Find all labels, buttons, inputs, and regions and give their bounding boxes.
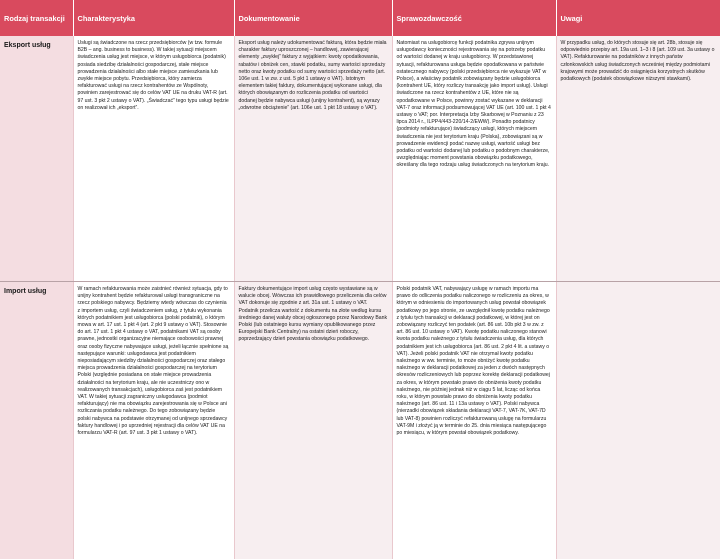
table-header-row [0, 0, 720, 36]
cell-characteristics: W ramach refakturowania może zaistnieć również sytuacja, gdy to unijny kontrahent będzie refakturował usługi transgraniczne na rzecz polskiego nabywcy. Będziemy wtedy wówczas do czynienia z importem usług, czyli świadczeniem usług, z tytułu wykonania których podatnikiem jest usługobiorca (polski podatnik), o którym mowa w art. 17 ust. 1 pkt 4 (art. 2 pkt 9 ustawy o VAT). Stosownie do art. 17 ust. 1 pkt 4 ustawy o VAT, podatnikami VAT są osoby prawne, jednostki organizacyjne niemające osobowości prawnej oraz osoby fizyczne nabywające usługi, jeżeli łącznie spełnione są następujące warunki: usługodawca jest podatnikiem nieposiadającym siedziby działalności gospodarczej oraz stałego miejsca prowadzenia działalności gospodarczej na terytorium Polski (względnie posiadana on stałe miejsce prowadzenia działalności na terytorium kraju, ale nie uczestniczy ono w realizowanych transakcjach), usługobiorca zaś jest podatnikiem VAT. W takiej sytuacji zagraniczny usługodawca (podmiot refakturujący) nie ma obowiązku zarejestrowania się w Polsce ani rozliczania podatku należnego. Do tego zobowiązany będzie polski nabywca na podstawie otrzymanej od unijnego sprzedawcy faktury handlowej i po uprzedniej rejestracji dla celów VAT UE na formularzu VAT-R (art. 97 ust. 3 pkt 1 ustawy o VAT). [73, 282, 234, 559]
table-row [0, 282, 720, 559]
header-documentation: Dokumentowanie [234, 0, 392, 36]
cell-documentation: Eksport usług należy udokumentować fakturą, która będzie miała charakter faktury uproszczonej – handlowej, zawierającej elementy „zwykłej” faktury z wyjątkiem: kwoty opodatkowania, rabatów i obniżek cen, stawki podatku, sumy wartości sprzedaży netto oraz kwoty podatku od sumy wartości sprzedaży netto (art. 106e ust. 1 w zw. z ust. 5 pkt 1 ustawy o VAT). Istotnym elementem takiej faktury, dokumentującej wykonane usługi, dla których obowiązanym do rozliczenia podatku od wartości dodanej będzie nabywca usługi (unijny kontrahent), są wyrazy „odwrotne obciążenie” (art. 106e ust. 1 pkt 18 ustawy o VAT). [234, 36, 392, 282]
cell-characteristics: Usługi są świadczone na rzecz przedsiębiorców (w tzw. formule B2B – ang. business to business). W takiej sytuacji miejscem świadczenia usług jest miejsce, w którym usługobiorca (podatnik) posiada siedzibę działalności gospodarczej, stałe miejsce prowadzenia działalności albo stałe miejsce zamieszkania lub zwykłe miejsce pobytu. Przedsiębiorca, który zamierza refakturować usługi na rzecz kontrahentów ze Wspólnoty, powinien zarejestrować się do celów VAT UE na druku VAT-R (art. 97 ust. 3 pkt 2 ustawy o VAT). „Świadczać” tego typu usługi będzie on realizował ich „eksport”. [73, 36, 234, 282]
cell-reporting: Natomiast na usługobiorcę funkcji podatnika zgrywa unijnym usługodawcy konieczności rejestrowania się na potrzeby podatku od wartości dodanej w kraju usługobiorcy. W przedstawionej sytuacji, refakturowana usługa będzie opodatkowana w państwie ostatecznego nabywcy (polski przedsiębiorca nie wykazuje VAT w Polsce), a właściwy podatnik zobowiązany będzie usługobiorca (kontrahent UE, który rozliczy transakcję jako import usług). Usługi świadczone na rzecz kontrahentów z UE, które nie są opodatkowane w Polsce, powinny zostać wykazane w deklaracji VAT-7 oraz informacji podsumowującej VAT UE (art. 100 ust. 1 pkt 4 ustawy o VAT; por. Interpretacja Izby Skarbowej w Poznaniu z 23 lipca 2014 r., ILPP4/443-220/14-2/EWW). Ponadto podatnicy (podmioty refakturujące) świadczący usługi, których miejscem świadczenia nie jest terytorium kraju (Polska), zobowiązani są w prowadzenie ewidencji podać nazwę usługi, wartość usługi bez podatku od wartości dodanej lub podatku o podobnym charakterze, uwzględniając moment powstania obowiązku podatkowego, określany dla tego rodzaju usług świadczonych na terytorium kraju. [392, 36, 556, 282]
header-remarks: Uwagi [556, 0, 720, 36]
cell-reporting: Polski podatnik VAT, nabywający usługę w ramach importu ma prawo do odliczenia podatku naliczonego w rozliczeniu za okres, w którym w odniesieniu do importowanych usług powstał obowiązek podatkowy po jego stronie, ze uwzględnił kwotę podatku należnego z tytułu tych transakcji w deklaracji podatkowej, w której jest on zobowiązany rozliczyć ten podatek (art. 86 ust. 10b pkt 3 w zw. z art. 86 ust. 10 ustawy o VAT). Kwotę podatku naliczonego stanowi kwota podatku należnego z tytułu świadczenia usług, dla których podatnikiem jest ich usługobiorca (art. 86 ust. 2 pkt 4 lit. a ustawy o VAT). Jeżeli polski podatnik VAT nie otrzymał kwoty podatku należnego w ww. terminie, to może obniżyć kwotę podatku należnego w deklaracji podatkowej za jeden z dwóch następnych okresów rozliczeniowych lub poprzez korektę deklaracji podatkowej za okres, w którym powstało prawo do obniżenia kwoty podatku należnego, nie później jednak niż w ciągu 5 lat, licząc od końca roku, w którym powstało prawo do obniżenia kwoty podatku należnego (art. 86 ust. 11 i 13a ustawy o VAT). Polski nabywca (nierzadki obowiązek składania deklaracji VAT-7, VAT-7K, VAT-7D lub VAT-8) powinien rozliczyć refakturowaną usługę na formularzu VAT-9M i złożyć ją w terminie do 25. dnia miesiąca następującego po miesiącu, w którym powstał obowiązek podatkowy. [392, 282, 556, 559]
cell-remarks: W przypadku usług, do których stosuje się art. 28b, stosuje się odpowiednio przepisy art. 19a ust. 1–3 i 8 (art. 109 ust. 3a ustawy o VAT). Refakturowanie na podatników z innych państw członkowskich usług świadczonych wcześniej między podmiotami krajowymi może prowadzić do osiągnięcia korzystnych skutków podatkowych (podatek obowiązkowe niższymi stawkami). [556, 36, 720, 282]
header-characteristics: Charakterystyka [73, 0, 234, 36]
header-reporting: Sprawozdawczość [392, 0, 556, 36]
row-label-export: Eksport usług [0, 36, 73, 282]
cell-remarks [556, 282, 720, 559]
header-transaction-type: Rodzaj transakcji [0, 0, 73, 36]
table-row [0, 36, 720, 282]
row-label-import: Import usług [0, 282, 73, 559]
cell-documentation: Faktury dokumentujące import usług często wystawiane są w walucie obcej. Wówczas ich prawidłowego przeliczenia dla celów VAT dokonuje się zgodnie z art. 31a ust. 1 ustawy o VAT. Podatnik przelicza wartość z dokumentu na złote według kursu średniego danej waluty obcej ogłoszonego przez Narodowy Bank Polski (lub ostatniego kursu wymiany opublikowanego przez Europejski Bank Centralny) na ostatni dzień roboczy, poprzedzający dzień powstania obowiązku podatkowego. [234, 282, 392, 559]
